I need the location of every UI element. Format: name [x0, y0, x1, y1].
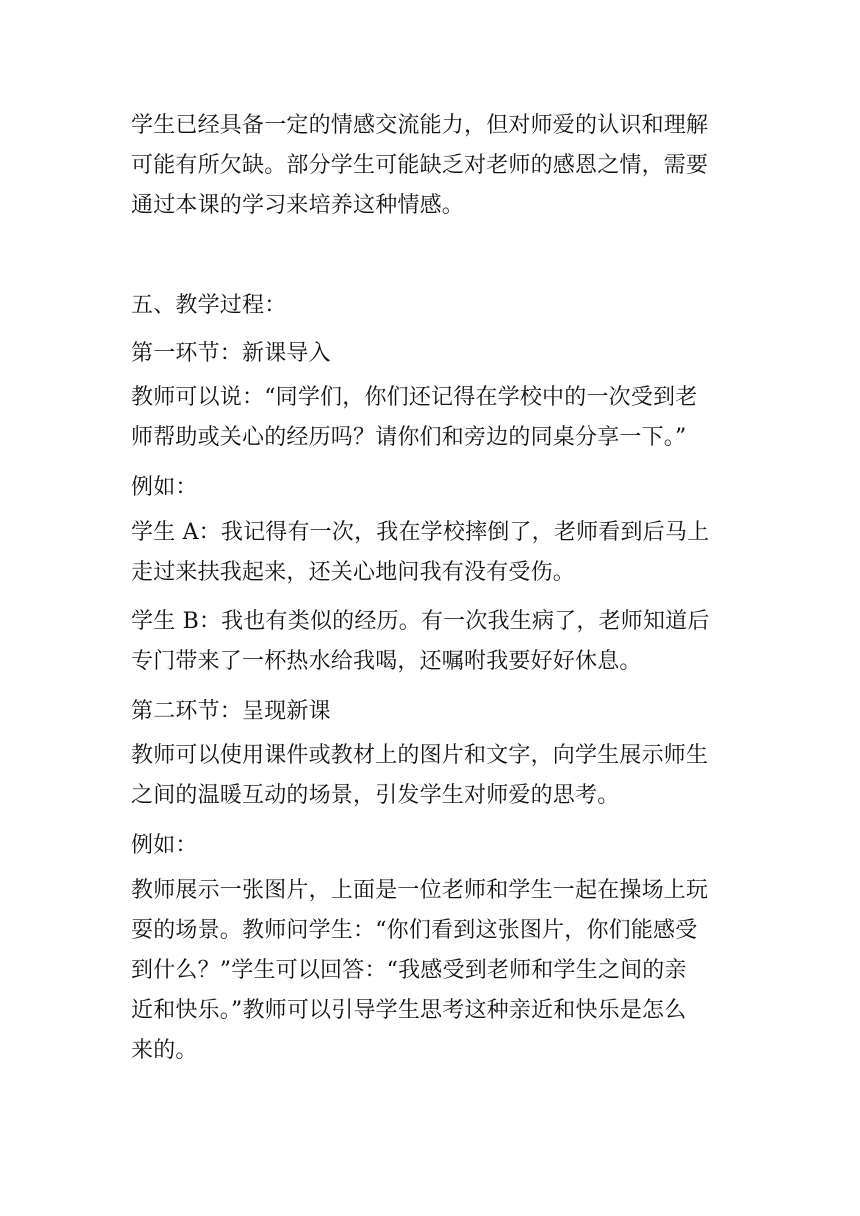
student-a-response: 学生 A：我记得有一次，我在学校摔倒了，老师看到后马上 走过来扶我起来，还关心地问我有没有受伤。 — [131, 520, 710, 585]
step-1-title: 第一环节：新课导入 — [131, 341, 331, 366]
step-1-teacher-prompt: 教师可以说：“同学们，你们还记得在学校中的一次受到老 师帮助或关心的经历吗？请你们和旁边的同桌分享一下。” — [131, 385, 698, 450]
step-2-example-detail: 教师展示一张图片，上面是一位老师和学生一起在操场上玩 耍的场景。教师问学生：“你们看到这张图片，你们能感受 到什么？”学生可以回答：“我感受到老师和学生之间的亲 近和快乐。”教师可以引导学生思考这种亲近和快乐是怎么 来的。 — [131, 878, 709, 1063]
step-1-example-label: 例如： — [131, 475, 198, 500]
paragraph-student-analysis: 学生已经具备一定的情感交流能力，但对师爱的认识和理解 可能有所欠缺。部分学生可能缺乏对老师的感恩之情，需要 通过本课的学习来培养这种情感。 — [131, 113, 709, 218]
student-b-response: 学生 B：我也有类似的经历。有一次我生病了，老师知道后 专门带来了一杯热水给我喝，还嘱咐我要好好休息。 — [131, 609, 710, 674]
step-2-title: 第二环节：呈现新课 — [131, 699, 331, 724]
section-title-teaching-process: 五、教学过程： — [131, 293, 287, 318]
step-2-example-label: 例如： — [131, 833, 198, 858]
step-2-teacher-action: 教师可以使用课件或教材上的图片和文字，向学生展示师生 之间的温暖互动的场景，引发学生对师爱的思考。 — [131, 743, 709, 808]
